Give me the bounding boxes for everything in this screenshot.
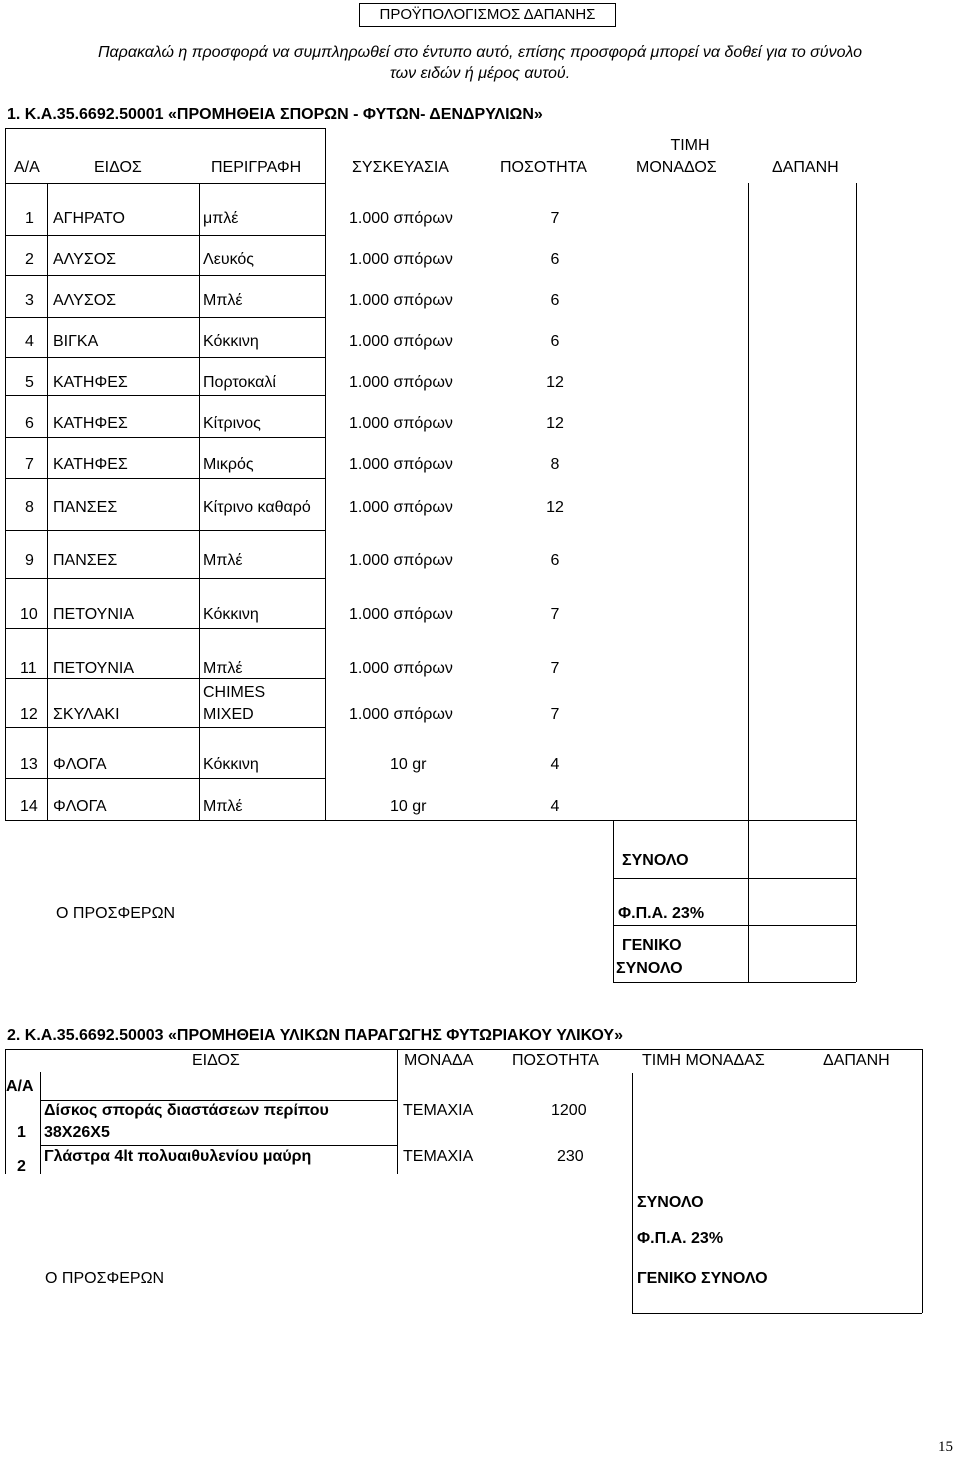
row-eidos: ΠΑΝΣΕΣ [53,552,118,569]
row-perigrafi-line2: MIXED [203,706,254,723]
row-eidos: ΦΛΟΓΑ [53,756,107,773]
s1-header-posotita: ΠΟΣΟΤΗΤΑ [500,159,587,176]
row-perigrafi: Λευκός [203,251,254,268]
row-monada: ΤΕΜΑΧΙΑ [403,1102,474,1119]
row-perigrafi: Κόκκινη [203,333,259,350]
s2-header-dapani: ΔΑΠΑΝΗ [823,1052,890,1069]
row-posotita: 230 [557,1148,584,1165]
row-posotita: 4 [550,798,560,815]
row-syskevasia: 1.000 σπόρων [349,210,453,227]
row-syskevasia: 1.000 σπόρων [349,552,453,569]
s1-header-perigrafi: ΠΕΡΙΓΡΑΦΗ [211,159,302,176]
row-posotita: 6 [550,333,560,350]
row-syskevasia: 1.000 σπόρων [349,660,453,677]
row-aa: 3 [25,292,34,309]
row-aa: 14 [20,798,38,815]
s1-header-syskevasia: ΣΥΣΚΕΥΑΣΙΑ [352,159,449,176]
row-posotita: 4 [550,756,560,773]
row-monada: ΤΕΜΑΧΙΑ [403,1148,474,1165]
s1-header-eidos: ΕΙΔΟΣ [94,159,142,176]
row-posotita: 7 [550,660,560,677]
row-aa: 5 [25,374,34,391]
s2-prosferon-label: Ο ΠΡΟΣΦΕΡΩΝ [45,1270,165,1287]
s2-header-aa: Α/Α [6,1078,34,1095]
row-posotita: 6 [550,552,560,569]
row-perigrafi: Κόκκινη [203,606,259,623]
row-syskevasia: 10 gr [390,756,427,773]
row-posotita: 7 [550,706,560,723]
row-aa: 1 [17,1124,26,1141]
row-eidos: ΣΚΥΛΑΚΙ [53,706,120,723]
section1-title: 1. Κ.Α.35.6692.50001 «ΠΡΟΜΗΘΕΙΑ ΣΠΟΡΩΝ - ΦΥΤΩΝ- ΔΕΝΔΡΥΛΙΩΝ» [7,106,543,123]
row-posotita: 6 [550,251,560,268]
page-title: ΠΡΟΫΠΟΛΟΓΙΣΜΟΣ ΔΑΠΑΝΗΣ [359,3,616,27]
s1-header-timi: ΤΙΜΗ [670,137,710,154]
s2-fpa-label: Φ.Π.Α. 23% [637,1230,724,1247]
s1-fpa-label: Φ.Π.Α. 23% [618,905,705,922]
row-perigrafi: Μπλέ [203,552,243,569]
s2-header-monada: ΜΟΝΑΔΑ [404,1052,474,1069]
row-perigrafi-line1: CHIMES [203,684,266,701]
s1-synolo-label: ΣΥΝΟΛΟ [622,852,689,869]
row-aa: 9 [25,552,34,569]
row-aa: 11 [20,660,37,677]
row-posotita: 12 [546,499,564,516]
row-syskevasia: 1.000 σπόρων [349,374,453,391]
row-eidos: ΑΛΥΣΟΣ [53,292,117,309]
s1-prosferon-label: Ο ΠΡΟΣΦΕΡΩΝ [56,905,176,922]
row-syskevasia: 10 gr [390,798,427,815]
row-aa: 8 [25,499,34,516]
row-eidos: ΒΙΓΚΑ [53,333,99,350]
row-eidos-line2: 38Χ26Χ5 [44,1124,110,1141]
row-perigrafi: Μπλέ [203,660,243,677]
row-posotita: 6 [550,292,560,309]
row-perigrafi: Μπλέ [203,292,243,309]
intro-text-line1: Παρακαλώ η προσφορά να συμπληρωθεί στο έντυπο αυτό, επίσης προσφορά μπορεί να δοθεί για το σύνολο [97,44,863,61]
row-posotita: 7 [550,210,560,227]
row-aa: 7 [25,456,34,473]
page-number: 15 [938,1439,953,1455]
row-syskevasia: 1.000 σπόρων [349,456,453,473]
row-syskevasia: 1.000 σπόρων [349,333,453,350]
row-syskevasia: 1.000 σπόρων [349,251,453,268]
row-aa: 6 [25,415,34,432]
s2-header-timi: ΤΙΜΗ ΜΟΝΑΔΑΣ [642,1052,765,1069]
row-syskevasia: 1.000 σπόρων [349,606,453,623]
row-posotita: 12 [546,415,564,432]
row-aa: 1 [25,210,34,227]
s1-header-dapani: ΔΑΠΑΝΗ [772,159,839,176]
row-perigrafi: Κόκκινη [203,756,259,773]
row-aa: 2 [17,1158,26,1175]
row-posotita: 8 [550,456,560,473]
row-eidos: ΑΛΥΣΟΣ [53,251,117,268]
row-posotita: 7 [550,606,560,623]
row-perigrafi: μπλέ [203,210,239,227]
s2-header-posotita: ΠΟΣΟΤΗΤΑ [512,1052,599,1069]
row-eidos-line1: Γλάστρα 4lt πολυαιθυλενίου μαύρη [44,1148,312,1165]
row-perigrafi: Κίτρινος [203,415,261,432]
row-perigrafi: Κίτρινο καθαρό [203,499,311,516]
s2-header-eidos: ΕΙΔΟΣ [192,1052,240,1069]
row-eidos: ΚΑΤΗΦΕΣ [53,415,128,432]
row-eidos: ΠΕΤΟΥΝΙΑ [53,606,134,623]
row-aa: 4 [25,333,34,350]
intro-text-line2: των ειδών ή μέρος αυτού. [389,65,571,82]
row-perigrafi: Πορτοκαλί [203,374,276,391]
row-eidos: ΑΓΗΡΑΤΟ [53,210,125,227]
row-aa: 2 [25,251,34,268]
s1-header-aa: Α/Α [14,159,40,176]
row-syskevasia: 1.000 σπόρων [349,415,453,432]
row-eidos-line1: Δίσκος σποράς διαστάσεων περίπου [44,1102,329,1119]
row-syskevasia: 1.000 σπόρων [349,292,453,309]
row-aa: 13 [20,756,38,773]
s1-geniko-label-line2: ΣΥΝΟΛΟ [616,960,683,977]
row-posotita: 12 [546,374,564,391]
row-syskevasia: 1.000 σπόρων [349,499,453,516]
s1-geniko-label-line1: ΓΕΝΙΚΟ [622,937,682,954]
row-perigrafi: Μικρός [203,456,254,473]
s2-synolo-label: ΣΥΝΟΛΟ [637,1194,704,1211]
row-perigrafi: Μπλέ [203,798,243,815]
row-eidos: ΚΑΤΗΦΕΣ [53,456,128,473]
section2-title: 2. Κ.Α.35.6692.50003 «ΠΡΟΜΗΘΕΙΑ ΥΛΙΚΩΝ ΠΑΡΑΓΩΓΗΣ ΦΥΤΩΡΙΑΚΟΥ ΥΛΙΚΟΥ» [7,1027,623,1044]
s2-geniko-label: ΓΕΝΙΚΟ ΣΥΝΟΛΟ [637,1270,768,1287]
row-posotita: 1200 [551,1102,587,1119]
row-eidos: ΠΕΤΟΥΝΙΑ [53,660,134,677]
row-aa: 10 [20,606,38,623]
row-syskevasia: 1.000 σπόρων [349,706,453,723]
s1-header-monados: ΜΟΝΑΔΟΣ [636,159,717,176]
row-eidos: ΚΑΤΗΦΕΣ [53,374,128,391]
row-eidos: ΠΑΝΣΕΣ [53,499,118,516]
row-aa: 12 [20,706,38,723]
row-eidos: ΦΛΟΓΑ [53,798,107,815]
